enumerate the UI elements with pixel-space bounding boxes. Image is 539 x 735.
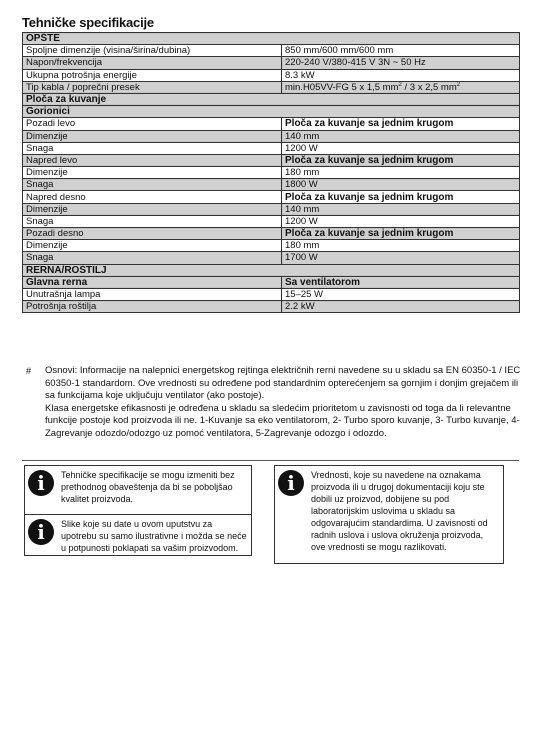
table-row	[23, 179, 520, 191]
section-row-rerna	[23, 264, 520, 276]
burner-type: Ploča za kuvanje sa jednim krugom	[282, 154, 520, 166]
row-label: Dimenzije	[23, 130, 282, 142]
burner-power: 1200 W	[282, 215, 520, 227]
table-row	[23, 191, 520, 203]
cable-value-a: min.H05VV-FG 5 x 1,5 mm	[285, 81, 399, 93]
row-value: Sa ventilatorom	[282, 276, 520, 288]
section-label: OPŠTE	[23, 33, 520, 45]
table-row	[23, 301, 520, 313]
row-label: Spoljne dimenzije (visina/širina/dubina)	[23, 45, 282, 57]
table-row	[23, 215, 520, 227]
note-box-illustrations	[24, 514, 252, 556]
table-row	[23, 118, 520, 130]
table-row	[23, 57, 520, 69]
table-row	[23, 167, 520, 179]
row-label: Unutrašnja lampa	[23, 288, 282, 300]
burner-type: Ploča za kuvanje sa jednim krugom	[282, 191, 520, 203]
row-value	[282, 81, 520, 93]
burner-type: Ploča za kuvanje sa jednim krugom	[282, 228, 520, 240]
section-row-ploca	[23, 93, 520, 105]
footnote-text	[45, 365, 522, 440]
note-text: Slike koje su date u ovom uputstvu za upotrebu su samo ilustrativne i možda se neće u potpunosti poklapati sa vašim proizvodom.	[61, 519, 247, 553]
row-label: Tip kabla / poprečni presek	[23, 81, 282, 93]
row-label: Glavna rerna	[23, 276, 282, 288]
burner-position: Pozadi desno	[23, 228, 282, 240]
row-label: Snaga	[23, 179, 282, 191]
info-icon: i	[28, 470, 54, 496]
table-row	[23, 69, 520, 81]
footnote-paragraph-2: Klasa energetske efikasnosti je određena u skladu sa sledećim prioritetom u zavisnosti od toga da li relevantne funkcije postoje kod proizvoda ili ne. 1-Kuvanje sa eko ventilatorom, 2- Turbo sporo kuvanje, 3- Turbo kuvanje, 4- Zagrevanje odozdo/odozgo uz pomoć ventilatora, 5-Zagrevanje odozgo i odozdo.	[45, 402, 520, 439]
row-label: Snaga	[23, 215, 282, 227]
row-label: Dimenzije	[23, 240, 282, 252]
row-value: 8.3 kW	[282, 69, 520, 81]
cable-value-b: / 3 x 2,5 mm	[401, 81, 457, 93]
note-text: Vrednosti, koje su navedene na oznakama proizvoda ili u drugoj dokumentaciji koju ste dobili uz proizvod, dobijene su pod laboratorijskim uslovima u skladu sa odgovarajućim standardima. U zavisnosti od radnih uslova i uslova okruženja proizvoda, ove vrednosti se mogu razlikovati.	[311, 470, 488, 552]
table-row	[23, 252, 520, 264]
row-label: Napon/frekvencija	[23, 57, 282, 69]
divider	[22, 460, 519, 461]
row-label: Dimenzije	[23, 167, 282, 179]
section-label: Gorionici	[23, 106, 520, 118]
table-row	[23, 228, 520, 240]
table-row	[23, 45, 520, 57]
burner-dimension: 140 mm	[282, 203, 520, 215]
burner-position: Napred desno	[23, 191, 282, 203]
burner-type: Ploča za kuvanje sa jednim krugom	[282, 118, 520, 130]
table-row	[23, 81, 520, 93]
table-row	[23, 142, 520, 154]
burner-power: 1700 W	[282, 252, 520, 264]
burner-power: 1200 W	[282, 142, 520, 154]
row-value: 2.2 kW	[282, 301, 520, 313]
table-row	[23, 240, 520, 252]
section-row-gorionici	[23, 106, 520, 118]
spec-table	[22, 32, 520, 313]
table-row	[23, 288, 520, 300]
burner-position: Napred levo	[23, 154, 282, 166]
row-label: Snaga	[23, 142, 282, 154]
info-icon: i	[278, 470, 304, 496]
cable-sup-a: 2	[398, 81, 402, 88]
table-row	[23, 154, 520, 166]
row-value: 15–25 W	[282, 288, 520, 300]
table-row	[23, 130, 520, 142]
burner-dimension: 140 mm	[282, 130, 520, 142]
note-box-values	[274, 465, 504, 564]
row-value: 220-240 V/380-415 V 3N ~ 50 Hz	[282, 57, 520, 69]
section-label: RERNA/ROŠTILJ	[23, 264, 520, 276]
row-label: Dimenzije	[23, 203, 282, 215]
table-row	[23, 276, 520, 288]
footnote-marker: #	[26, 366, 32, 376]
footnote	[22, 365, 522, 440]
burner-power: 1800 W	[282, 179, 520, 191]
burner-position: Pozadi levo	[23, 118, 282, 130]
note-text: Tehničke specifikacije se mogu izmeniti bez prethodnog obaveštenja da bi se poboljšao kvalitet proizvoda.	[61, 470, 235, 504]
note-box-specs	[24, 465, 252, 515]
section-row-opste	[23, 33, 520, 45]
cable-sup-b: 2	[456, 81, 461, 88]
footnote-paragraph-1: Osnovi: Informacije na nalepnici energetskog rejtinga električnih rerni navedene su u skladu sa EN 60350-1 / IEC 60350-1 standardom. Ove vrednosti su određene pod standardnim opterećenjem sa gornjim i donjim grejačem ili sa funkcijama koje uključuju ventilator (ako postoje).	[45, 365, 521, 401]
info-icon: i	[28, 519, 54, 545]
burner-dimension: 180 mm	[282, 167, 520, 179]
burner-dimension: 180 mm	[282, 240, 520, 252]
section-label: Ploča za kuvanje	[23, 93, 520, 105]
page-title: Tehničke specifikacije	[22, 15, 154, 30]
row-label: Snaga	[23, 252, 282, 264]
table-row	[23, 203, 520, 215]
row-label: Potrošnja roštilja	[23, 301, 282, 313]
row-value: 850 mm/600 mm/600 mm	[282, 45, 520, 57]
row-label: Ukupna potrošnja energije	[23, 69, 282, 81]
